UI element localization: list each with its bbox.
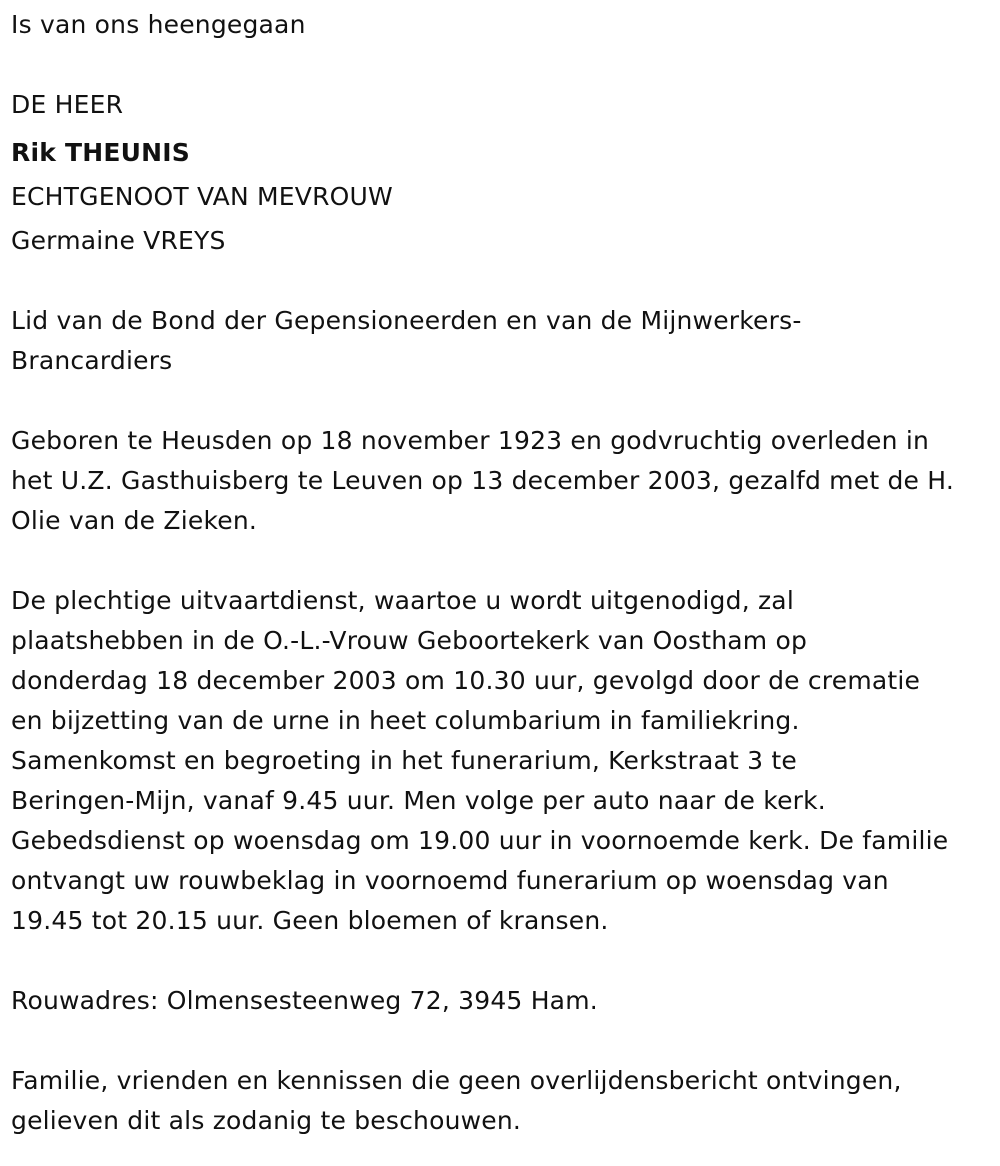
closing-line: gelieven dit als zodanig te beschouwen. — [11, 1106, 522, 1135]
birth-death-line: Geboren te Heusden op 18 november 1923 en godvruchtig overleden in — [11, 426, 930, 455]
closing-line: Familie, vrienden en kennissen die geen overlijdensbericht ontvingen, — [11, 1066, 902, 1095]
birth-death-paragraph — [11, 421, 1000, 541]
ceremony-line: ontvangt uw rouwbeklag in voornoemd funerarium op woensdag van — [11, 866, 889, 895]
mourning-address: Rouwadres: Olmensesteenweg 72, 3945 Ham. — [11, 986, 598, 1015]
ceremony-line: donderdag 18 december 2003 om 10.30 uur, gevolgd door de crematie — [11, 666, 921, 695]
birth-death-line: het U.Z. Gasthuisberg te Leuven op 13 december 2003, gezalfd met de H. — [11, 466, 954, 495]
title-text: DE HEER — [11, 90, 124, 119]
membership-line: Lid van de Bond der Gepensioneerden en van de Mijnwerkers- — [11, 306, 802, 335]
intro-text: Is van ons heengegaan — [11, 10, 306, 39]
ceremony-line: Samenkomst en begroeting in het funerarium, Kerkstraat 3 te — [11, 746, 797, 775]
ceremony-line: 19.45 tot 20.15 uur. Geen bloemen of kransen. — [11, 906, 609, 935]
birth-death-line: Olie van de Zieken. — [11, 506, 258, 535]
spouse-label: ECHTGENOOT VAN MEVROUW — [11, 182, 393, 211]
membership-paragraph — [11, 301, 1000, 381]
spouse-name: Germaine VREYS — [11, 226, 226, 255]
ceremony-paragraph — [11, 581, 1000, 941]
ceremony-line: en bijzetting van de urne in heet columbarium in familiekring. — [11, 706, 800, 735]
membership-line: Brancardiers — [11, 346, 173, 375]
closing-paragraph — [11, 1061, 1000, 1141]
ceremony-line: De plechtige uitvaartdienst, waartoe u wordt uitgenodigd, zal — [11, 586, 794, 615]
deceased-name: Rik THEUNIS — [11, 138, 190, 167]
ceremony-line: Gebedsdienst op woensdag om 19.00 uur in voornoemde kerk. De familie — [11, 826, 949, 855]
ceremony-line: Beringen-Mijn, vanaf 9.45 uur. Men volge per auto naar de kerk. — [11, 786, 826, 815]
ceremony-line: plaatshebben in de O.-L.-Vrouw Geboortekerk van Oostham op — [11, 626, 808, 655]
